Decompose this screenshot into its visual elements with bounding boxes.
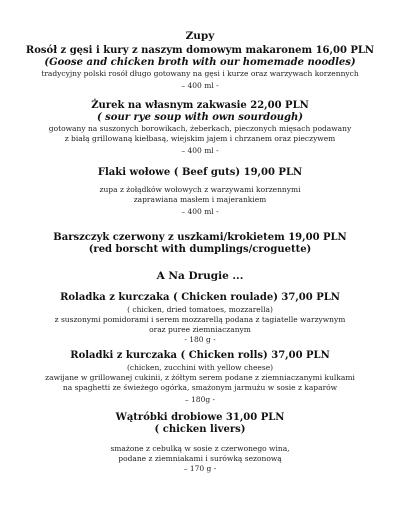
- dish-description: zawijane w grillowanej cukinii, z żółtym serem podane z ziemniaczanymi kulkami: [45, 373, 355, 382]
- soup-item-flaki: [0, 167, 400, 217]
- dish-portion: - 180 g -: [184, 335, 216, 344]
- dish-portion: – 400 ml -: [181, 146, 219, 155]
- dish-description: na spaghetti ze świeżego ogórka, smażonym jarmużu w sosie z kaparów: [62, 383, 338, 392]
- main-item-watrobki: [0, 412, 400, 474]
- dish-name: Roladka z kurczaka ( Chicken roulade) 37,00 PLN: [60, 292, 340, 303]
- dish-description: zaprawiana masłem i majerankiem: [133, 195, 267, 204]
- dish-name: Flaki wołowe ( Beef guts) 19,00 PLN: [97, 167, 303, 178]
- section-heading: Zupy: [185, 30, 215, 42]
- dish-name: Barszczyk czerwony z uszkami/krokietem 19,00 PLN: [53, 232, 347, 243]
- dish-description: zupa z żołądków wołowych z warzywami korzennymi: [99, 185, 301, 194]
- dish-name: Wątróbki drobiowe 31,00 PLN: [115, 412, 285, 423]
- dish-english-name: ( sour rye soup with own sourdough): [96, 112, 304, 123]
- dish-description: gotowany na suszonych borowikach, żeberkach, pieczonych mięsach podawany: [48, 124, 352, 133]
- dish-english-name: ( chicken livers): [154, 424, 246, 435]
- dish-english-name: (red borscht with dumplings/croguette): [88, 244, 312, 255]
- dish-description: ( chicken, dried tomatoes, mozzarella): [127, 305, 273, 314]
- dish-description: podane z ziemniakami i surówką sezonową: [118, 454, 282, 463]
- mains-section-title: [0, 270, 400, 282]
- dish-name: Żurek na własnym zakwasie 22,00 PLN: [91, 100, 309, 111]
- main-item-roladka: [0, 292, 400, 345]
- main-item-roladki: [0, 350, 400, 405]
- dish-name: Roladki z kurczaka ( Chicken rolls) 37,00 PLN: [70, 350, 330, 361]
- dish-description: z suszonymi pomidorami i serem mozzarellą podana z tagiatelle warzywnym: [54, 315, 346, 324]
- dish-english-name: (Goose and chicken broth with our homemade noodles): [44, 57, 356, 68]
- dish-description: z białą grillowaną kiełbasą, wiejskim jajem i chrzanem oraz pieczywem: [64, 134, 336, 143]
- soup-item-zurek: [0, 100, 400, 156]
- dish-description: tradycyjny polski rosół długo gotowany na gęsi i kurze oraz warzywach korzennych: [41, 69, 359, 78]
- dish-portion: – 400 ml -: [181, 81, 219, 90]
- dish-description: oraz puree ziemniaczanym: [149, 325, 251, 334]
- dish-portion: – 400 ml -: [181, 207, 219, 216]
- dish-portion: – 170 g -: [183, 464, 217, 473]
- dish-portion: – 180g -: [184, 395, 216, 404]
- dish-description: smażone z cebulką w sosie z czerwonego wina,: [110, 444, 290, 453]
- dish-description: (chicken, zucchini with yellow cheese): [126, 363, 274, 372]
- section-heading: A Na Drugie ...: [156, 270, 244, 282]
- soups-section-title: [0, 30, 400, 42]
- soup-item-barszcz: [0, 232, 400, 256]
- soup-item-rosol: [0, 45, 400, 91]
- dish-name: Rosół z gęsi i kury z naszym domowym makaronem 16,00 PLN: [25, 45, 375, 56]
